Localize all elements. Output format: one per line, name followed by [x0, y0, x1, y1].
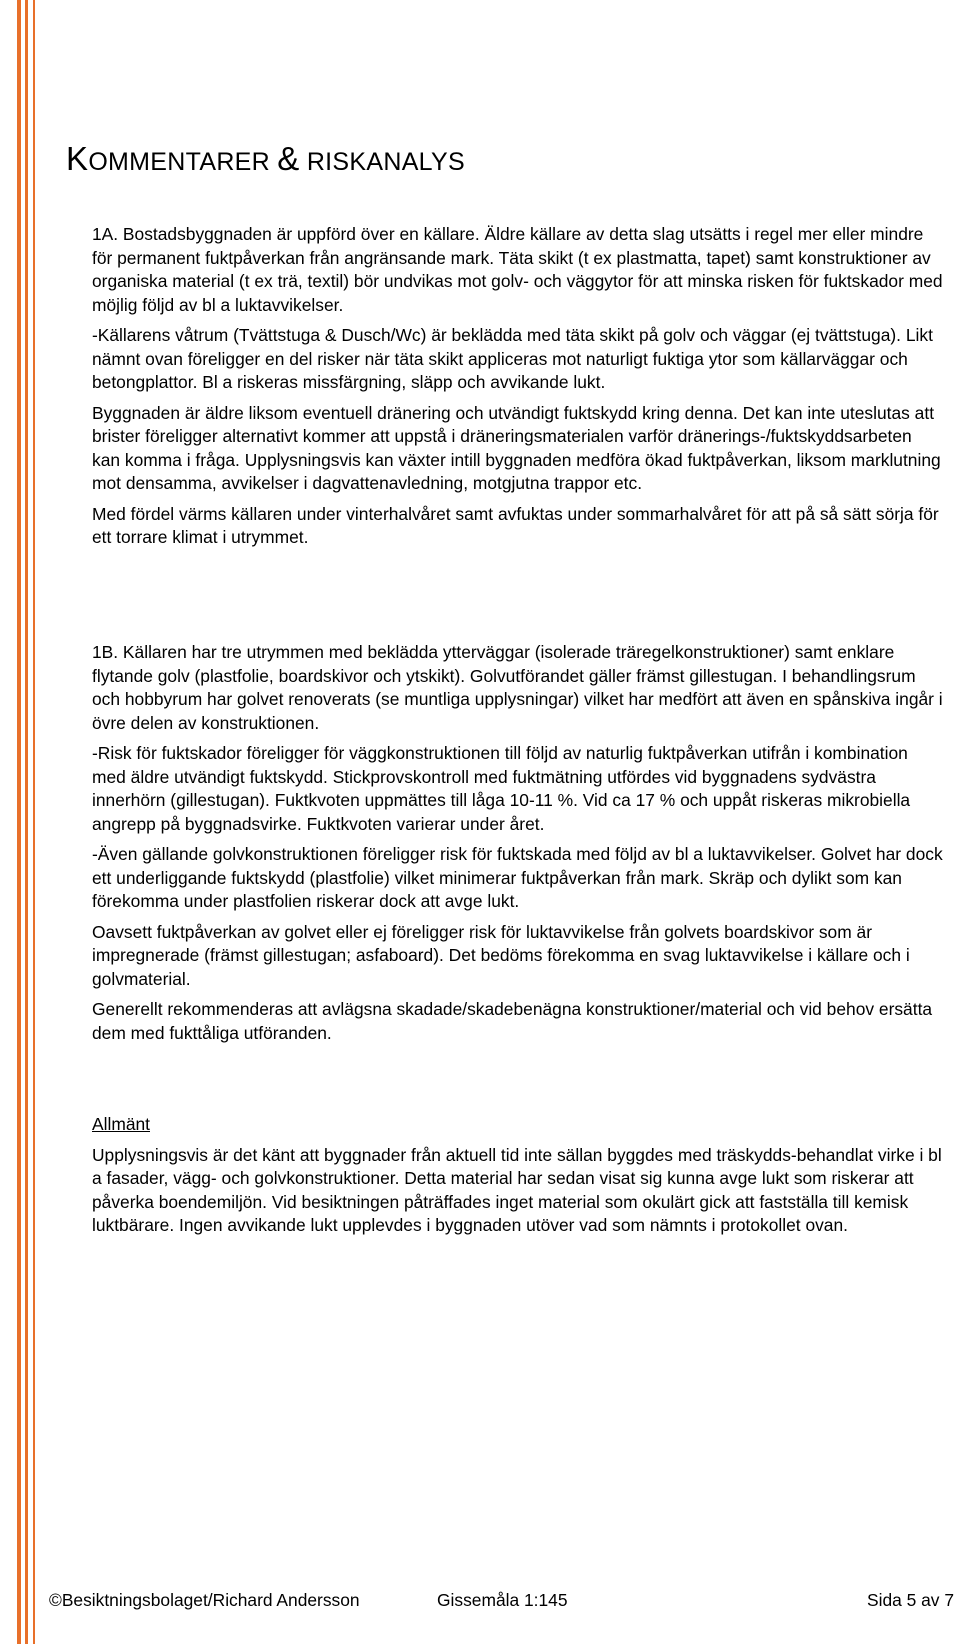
paragraph: Byggnaden är äldre liksom eventuell dränering och utvändigt fuktskydd kring denna. Det kan inte uteslutas att brister föreligger alternativt kommer att uppstå i dräneringsmaterialen varför dränerings-/fuktskyddsarbeten kan komma i fråga. Upplysningsvis kan växter intill byggnaden medföra ökad fuktpåverkan, liksom marklutning mot densamma, avvikelser i dagvattenavledning, motgjutna trappor etc. [92, 402, 941, 493]
paragraph: -Risk för fuktskador föreligger för väggkonstruktionen till följd av naturlig fuktpåverkan utifrån i kombination med äldre utvändigt fuktskydd. Stickprovskontroll med fuktmätning utfördes vid byggnadens sydvästra innerhörn (gillestugan). Fuktkvoten uppmättes till låga 10-11 %. Vid ca 17 % och uppåt riskeras mikrobiella angrepp på byggnadsvirke. Fuktkvoten varierar under året. [92, 743, 911, 834]
footer-page-number: Sida 5 av 7 [866, 1590, 954, 1610]
paragraph: 1A. Bostadsbyggnaden är uppförd över en källare. Äldre källare av detta slag utsätts i regel mer eller mindre för permanent fuktpåverkan från angränsande mark. Täta skikt (t ex plastmatta, tapet) samt konstruktioner av organiska material (t ex trä, textil) bör undvikas mot golv- och väggytor för att minska risken för fuktskador med möjlig följd av bl a luktavvikelser. [92, 224, 943, 315]
paragraph: -Källarens våtrum (Tvättstuga & Dusch/Wc) är beklädda med täta skikt på golv och väggar (ej tvättstuga). Likt nämnt ovan föreligger en del risker när täta skikt appliceras mot naturligt fuktiga ytor som källarväggar och betongplattor. Bl a riskeras missfärgning, släpp och avvikande lukt. [92, 325, 933, 392]
margin-stripe-middle [25, 0, 28, 1644]
footer-property: Gissemåla 1:145 [437, 1590, 568, 1610]
page-title: KOMMENTARER & RISKANALYS [66, 140, 465, 177]
paragraph: -Även gällande golvkonstruktionen föreligger risk för fuktskada med följd av bl a luktavvikelser. Golvet har dock ett underliggande fuktskydd (plastfolie) vilket minimerar fuktpåverkan från mark. Skräp och dylikt som kan förekomma under plastfolien riskerar dock att avge lukt. [92, 844, 943, 911]
section-allmant [92, 1113, 944, 1245]
paragraph: Upplysningsvis är det känt att byggnader från aktuell tid inte sällan byggdes med träskydds-behandlat virke i bl a fasader, vägg- och golvkonstruktioner. Detta material har sedan visat sig kunna avge lukt som riskerar att påverka boendemiljön. Vid besiktningen påträffades inget material som okulärt gick att fastställa till kemisk luktbärare. Ingen avvikande lukt upplevdes i byggnaden utöver vad som nämnts i protokollet ovan. [92, 1144, 942, 1235]
paragraph: 1B. Källaren har tre utrymmen med beklädda ytterväggar (isolerade träregelkonstruktioner) samt enklare flytande golv (plastfolie, boardskivor och ytskikt). Golvutförandet gäller främst gillestugan. I behandlingsrum och hobbyrum har golvet renoverats (se muntliga upplysningar) vilket har medfört att även en spånskiva ingår i övre delen av konstruktionen. [92, 642, 943, 733]
footer-copyright: ©Besiktningsbolaget/Richard Andersson [49, 1590, 360, 1610]
margin-stripe-outer [17, 0, 21, 1644]
paragraph: Oavsett fuktpåverkan av golvet eller ej föreligger risk för luktavvikelse från golvets boardskivor som är impregnerade (främst gillestugan; asfaboard). Det bedöms förekomma en svag luktavvikelse i källare och i golvmaterial. [92, 921, 910, 989]
section-1b [92, 641, 944, 1052]
section-heading-allmant: Allmänt [92, 1114, 150, 1134]
margin-stripe-inner [33, 0, 35, 1644]
paragraph: Generellt rekommenderas att avlägsna skadade/skadebenägna konstruktioner/material och vid behov ersätta dem med fukttåliga utföranden. [92, 999, 933, 1043]
paragraph: Med fördel värms källaren under vinterhalvåret samt avfuktas under sommarhalvåret för att på så sätt sörja för ett torrare klimat i utrymmet. [92, 503, 939, 547]
section-1a [92, 223, 944, 557]
